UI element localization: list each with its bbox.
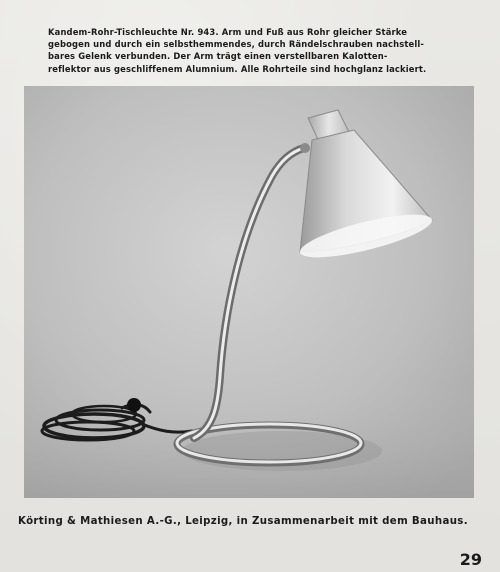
lamp-joint [300, 143, 310, 153]
page-number: 29 [459, 550, 482, 569]
manufacturer-credit: Körting & Mathiesen A.-G., Leipzig, in Zusammenarbeit mit dem Bauhaus. [18, 516, 468, 527]
description-line-3: bares Gelenk verbunden. Der Arm trägt einen verstellbaren Kalotten- [48, 51, 388, 62]
cord-plug-icon [127, 398, 141, 412]
description-line-2: gebogen und durch ein selbsthemmendes, durch Rändelschrauben nachstell- [48, 39, 425, 50]
table-lamp-illustration [24, 86, 474, 498]
description-line-1: Kandem-Rohr-Tischleuchte Nr. 943. Arm und Fuß aus Rohr gleicher Stärke [48, 27, 408, 37]
description-line-4: reflektor aus geschliffenem Alumnium. Alle Rohrteile sind hochglanz lackiert. [48, 63, 427, 74]
lamp-photo [24, 86, 474, 498]
lamp-description [48, 26, 466, 75]
